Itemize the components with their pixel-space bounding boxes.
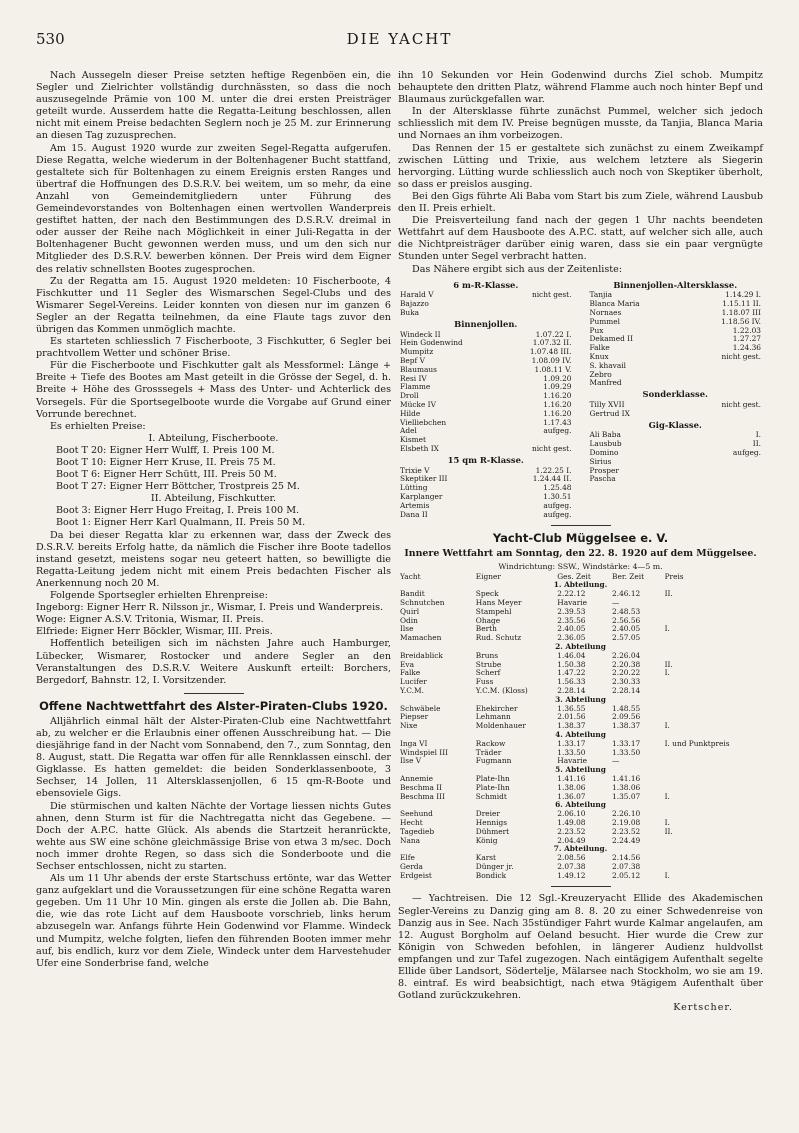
col-header: Eigner: [475, 571, 501, 581]
table-cell: Dünger jr.: [475, 861, 514, 871]
results-table: [398, 573, 763, 881]
club-title: Yacht-Club Müggelsee e. V.: [492, 531, 669, 546]
table-cell: 1.38.37: [557, 721, 586, 731]
table-cell: 2.39.53: [557, 606, 586, 616]
yacht-name: Zebro: [589, 369, 612, 379]
table-cell: Schwäbele: [400, 703, 441, 713]
table-cell: Annemie: [400, 773, 433, 783]
class-heading: Binnenjollen-Altersklasse.: [613, 279, 738, 290]
table-cell: II.: [664, 826, 673, 836]
divider: [551, 525, 611, 526]
list-item: [588, 379, 764, 388]
table-cell: 2.28.14: [612, 685, 641, 695]
table-cell: II.: [664, 589, 673, 599]
table-cell: [663, 608, 763, 617]
table-cell: Speck: [475, 589, 499, 599]
list-item: [588, 449, 764, 458]
table-cell: Odin: [400, 615, 418, 625]
table-cell: Y.C.M. (Kloss): [475, 685, 528, 695]
table-cell: II.: [664, 659, 673, 669]
table-cell: 2.23.52: [612, 826, 641, 836]
result-value: [684, 379, 763, 388]
table-cell: 2.14.56: [612, 853, 641, 863]
table-cell: Falke: [400, 668, 421, 678]
prize-line: Boot 1: Eigner Herr Karl Qualmann, II. Preis 50 M.: [56, 517, 306, 529]
table-cell: Lucifer: [400, 677, 427, 687]
yacht-name: Harald V: [400, 290, 434, 300]
result-value: aufgeg.: [543, 500, 572, 510]
paragraph: Am 15. August 1920 wurde zur zweiten Segel-Regatta aufgerufen. Diese Regatta, welche wiederum in der Boltenhagener Bucht stattfand, gestaltete sich für Boltenhagen zu einem Ereignis ersten Ranges und übertraf die Hoffnungen des D.S.R.V. bei weitem, um so mehr, da eine Anzahl von Gemeindemitgliedern unter Führung des Gemeindevorstandes von Boltenhagen einen wertvollen Wanderpreis gestiftet hatten, der nach den Bestimmungen des D.S.R.V. dreimal in oder ausser der Reihe nach Möglichkeit in einer Juli-Regatta in der Boltenhagener Bucht gewonnen werden muss, und um den sich nur Mitglieder des D.S.R.V. bewerben können. Der Preis wird dem Eigner des relativ schnellsten Bootes zugesprochen.: [36, 142, 391, 275]
wind-info: Windrichtung: SSW., Windstärke: 4—5 m.: [498, 561, 663, 571]
table-cell: Windspiel III: [400, 747, 449, 757]
yacht-name: Skeptiker III: [400, 474, 448, 484]
table-cell: [663, 678, 763, 687]
table-cell: 2.57.05: [612, 633, 641, 643]
yacht-name: Dekamed II: [589, 334, 633, 344]
table-cell: Rackow: [475, 738, 506, 748]
paragraph: Die Preisverteilung fand nach der gegen 1 Uhr nachts beendeten Wettfahrt auf dem Hausboote des A.P.C. statt, auf welcher sich alle, auch die Nichtpreisträger darüber einig waren, dass sie ein paar vergnügte Stunden unter Segel verbracht hatten.: [398, 215, 763, 263]
table-cell: [663, 837, 763, 846]
time-list-left: [398, 279, 574, 520]
yacht-name: Manfred: [589, 378, 622, 388]
result-value: 1.24.44 II.: [532, 474, 572, 484]
table-cell: Hans Meyer: [475, 597, 522, 607]
table-cell: [663, 863, 763, 872]
table-cell: 2.46.12: [612, 589, 641, 599]
paragraph: Das Rennen der 15 er gestaltete sich zunächst zu einem Zweikampf zwischen Lütting und Trixie, aus welchem letztere als Siegerin hervorging. Lütting wurde schliesslich auch noch von Skeptiker überholt, so dass er preislos ausging.: [398, 142, 763, 190]
yacht-name: Pummel: [589, 316, 620, 326]
table-cell: 2.01.56: [557, 712, 586, 722]
yacht-name: S. khavail: [589, 360, 626, 370]
table-cell: 2.20.22: [612, 668, 641, 678]
table-cell: 2.24.49: [612, 835, 641, 845]
table-cell: Berth: [475, 624, 497, 634]
result-value: nicht gest.: [721, 399, 761, 409]
class-heading: 15 qm R-Klasse.: [447, 454, 524, 465]
col-header: Ber. Zeit: [612, 571, 645, 581]
table-cell: 1.35.07: [612, 791, 641, 801]
paragraph: ihn 10 Sekunden vor Hein Godenwind durchs Ziel schob. Mumpitz behauptete den dritten Platz, während Flamme auch noch hinter Bepf und Blaumaus zurückgefallen war.: [398, 70, 763, 106]
table-cell: [663, 784, 763, 793]
paragraph: Folgende Sportsegler erhielten Ehrenpreise:: [50, 590, 268, 602]
table-cell: 2.30.33: [612, 677, 641, 687]
table-cell: [663, 687, 763, 696]
paragraph: Hoffentlich beteiligen sich im nächsten Jahre auch Hamburger, Lübecker, Wismarer, Rostocker und andere Segler an den Veranstaltungen des D.S.R.V. Weitere Auskunft erteilt: Borchers, Bergedorf, Bahnstr. 12, I. Vorsitzender.: [36, 638, 391, 686]
table-cell: 2.22.12: [557, 589, 586, 599]
result-value: 1.07.48 III.: [529, 347, 572, 357]
result-value: 1.22.03: [732, 325, 761, 335]
yacht-name: Adel: [400, 426, 417, 436]
yacht-name: Kismet: [400, 435, 427, 445]
table-cell: 2.04.49: [557, 835, 586, 845]
list-item: [398, 511, 574, 520]
result-value: [684, 371, 763, 380]
table-cell: [663, 854, 763, 863]
table-cell: I.: [664, 721, 670, 731]
division-title: 6. Abteilung: [555, 800, 606, 810]
table-cell: Erdgeist: [400, 870, 432, 880]
result-value: 1.24.36: [732, 343, 761, 353]
yacht-name: Gertrud IX: [589, 408, 630, 418]
yacht-name: Dana II: [400, 509, 428, 519]
table-cell: Ohage: [475, 615, 501, 625]
col-header: Yacht: [400, 571, 421, 581]
table-cell: König: [475, 835, 498, 845]
list-item: [588, 362, 764, 371]
result-value: 1.08.11 V.: [534, 364, 572, 374]
yacht-name: Karplanger: [400, 491, 443, 501]
paragraph: Da bei dieser Regatta klar zu erkennen war, dass der Zweck des D.S.R.V. bereits Erfolg hatte, da nämlich die Fischer ihre Boote tadellos instand gesetzt, meistens sogar neu geteert hatten, so bewilligte die Regatta-Leitung jedem nicht mit einem Preis bedachten Fischer als Anerkennung noch 20 M.: [36, 529, 391, 589]
col-header: Preis: [664, 571, 684, 581]
table-cell: 1.33.17: [612, 738, 641, 748]
result-value: 1.08.09 IV.: [531, 355, 572, 365]
result-value: 1.16.20: [543, 399, 572, 409]
table-cell: 1.38.06: [557, 782, 586, 792]
result-value: [479, 300, 573, 309]
yacht-name: Bepf V: [400, 355, 425, 365]
table-cell: Hennigs: [475, 817, 508, 827]
table-cell: Stampehl: [475, 606, 512, 616]
table-cell: 2.23.52: [557, 826, 586, 836]
table-cell: I.: [664, 668, 670, 678]
result-value: I.: [755, 430, 761, 440]
table-cell: 1.47.22: [557, 668, 586, 678]
prize-line: Boot T 6: Eigner Herr Schütt, III. Preis 50 M.: [56, 469, 277, 481]
yacht-name: Pux: [589, 325, 604, 335]
table-cell: Quirl: [400, 606, 420, 616]
table-cell: 1.48.55: [612, 703, 641, 713]
prize-line: Boot T 20: Eigner Herr Wulff, I. Preis 100 M.: [56, 444, 275, 456]
division-title: 3. Abteilung: [555, 694, 606, 704]
yacht-name: Nornaes: [589, 307, 622, 317]
yacht-name: Sirius: [589, 456, 612, 466]
yacht-name: Lütting: [400, 483, 428, 493]
result-value: aufgeg.: [543, 426, 572, 436]
table-cell: Inga VI: [400, 738, 428, 748]
table-cell: 1.38.06: [612, 782, 641, 792]
yacht-name: Trixie V: [400, 465, 430, 475]
table-cell: [663, 810, 763, 819]
honor-line: Ingeborg: Eigner Herr R. Nilsson jr., Wismar, I. Preis und Wanderpreis.: [36, 602, 384, 614]
honor-line: Woge: Eigner A.S.V. Tritonia, Wismar, II. Preis.: [36, 614, 264, 626]
list-item: [398, 300, 574, 309]
table-cell: 2.26.10: [612, 809, 641, 819]
signature: Kertscher.: [673, 1002, 733, 1014]
result-value: 1.18.07 III: [721, 307, 761, 317]
table-cell: I.: [664, 870, 670, 880]
table-cell: Schnutchen: [400, 597, 445, 607]
result-value: aufgeg.: [543, 509, 572, 519]
table-cell: —: [612, 597, 620, 607]
table-cell: 1.41.16: [557, 773, 586, 783]
yacht-name: Pascha: [589, 474, 616, 484]
table-cell: Bandit: [400, 589, 425, 599]
table-cell: Breidablick: [400, 650, 443, 660]
table-cell: Bondick: [475, 870, 507, 880]
yacht-name: Resi IV: [400, 373, 427, 383]
yacht-name: Hilde: [400, 408, 421, 418]
list-item: [588, 475, 764, 484]
yacht-name: Falke: [589, 343, 610, 353]
result-value: aufgeg.: [732, 447, 761, 457]
table-cell: 2.40.05: [612, 624, 641, 634]
paragraph: Für die Fischerboote und Fischkutter galt als Messformel: Länge + Breite + Tiefe des Bootes am Mast geteilt in die Grösse der Segel, d. h. Breite + Höhe des Grosssegels + Mass des Unter- und Achterlick des Vorsegels. Für die Sportsegelboote wurde die Vorgabe auf Grund einer Vorrunde berechnet.: [36, 360, 391, 420]
table-cell: Havarie: [557, 756, 587, 766]
paragraph: Alljährlich einmal hält der Alster-Piraten-Club eine Nachtwettfahrt ab, zu welcher er die Erlaubnis einer offenen Ausschreibung hat. — Die diesjährige fand in der Nacht vom Sonnabend, den 7., zum Sonntag, den 8. August, statt. Die Regatta war offen für alle Rennklassen einschl. der Gigklasse. Es hatten gemeldet: die beiden Sonderklassenboote, 3 Sechser, 14 Jollen, 11 Altersklassenjollen, 6 15 qm-R-Boote und ebensoviele Gigs.: [36, 715, 391, 800]
class-heading: Sonderklasse.: [642, 389, 708, 400]
result-value: 1.25.48: [543, 483, 572, 493]
table-cell: Plate-Ihn: [475, 782, 510, 792]
yacht-name: Lausbub: [589, 439, 622, 449]
section-subheading: I. Abteilung, Fischerboote.: [148, 432, 279, 444]
table-cell: 2.36.05: [557, 633, 586, 643]
yacht-name: Vielliebchen: [400, 417, 447, 427]
table-cell: I.: [664, 791, 670, 801]
col-header: Ges. Zeit: [557, 571, 591, 581]
table-cell: Ilse: [400, 624, 414, 634]
yacht-name: Artemis: [400, 500, 430, 510]
result-value: nicht gest.: [721, 351, 761, 361]
result-value: [479, 309, 573, 318]
table-cell: 2.05.12: [612, 870, 641, 880]
result-value: II.: [752, 439, 761, 449]
table-cell: Elfe: [400, 853, 415, 863]
left-column: [36, 70, 391, 970]
table-cell: 2.06.10: [557, 809, 586, 819]
table-cell: 1.36.07: [557, 791, 586, 801]
result-value: [680, 458, 763, 467]
class-heading: 6 m-R-Klasse.: [453, 279, 519, 290]
division-title: 7. Abteilung.: [553, 844, 608, 854]
paragraph: In der Altersklasse führte zunächst Pummel, welcher sich jedoch schliesslich mit dem IV. Preise begnügen musste, da Tanjia, Blanca Maria und Nornaes an ihm vorbeizogen.: [398, 106, 763, 142]
paragraph: — Yachtreisen. Die 12 Sgl.-Kreuzeryacht Ellide des Akademischen Segler-Vereins zu Danzig ging am 8. 8. 20 zu einer Schwedenreise von Danzig aus in See. Nach 35stündiger Fahrt wurde Kalmar angelaufen, am 12. August Borgholm auf Oeland besucht. Hier wurde die Crew zur Königin von Schweden befohlen, in längerer Audienz huldvollst empfangen und zur Tafel zugezogen. Nach eintägigem Aufenthalt segelte Ellide über Landsort, Södertelje, Mälarsee nach Stockholm, wo sie am 19. 8. eintraf. Es wird beabsichtigt, nach etwa 9tägigem Aufenthalt über Gotland zurückzukehren.: [398, 893, 763, 1002]
table-cell: 2.40.05: [557, 624, 586, 634]
table-cell: Rud. Schutz: [475, 633, 522, 643]
result-value: 1.14.29 I.: [725, 290, 761, 300]
result-value: [680, 467, 763, 476]
table-cell: Plate-Ihn: [475, 773, 510, 783]
table-cell: [663, 634, 763, 643]
table-cell: [663, 705, 763, 714]
article-heading: Offene Nachtwettfahrt des Alster-Piraten-Clubs 1920.: [39, 698, 388, 713]
time-list-right: [588, 279, 764, 520]
result-value: 1.22.25 I.: [535, 465, 572, 475]
result-value: 1.07.22 I.: [535, 329, 572, 339]
table-cell: 2.26.04: [612, 650, 641, 660]
class-heading: Binnenjollen.: [454, 318, 518, 329]
table-cell: 1.33.17: [557, 738, 586, 748]
yacht-name: Droll: [400, 391, 419, 401]
table-cell: 2.09.56: [612, 712, 641, 722]
result-value: 1.17.43: [543, 417, 572, 427]
yacht-name: Elsbeth IX: [400, 443, 439, 453]
table-cell: Ilse V: [400, 756, 422, 766]
table-cell: 2.19.08: [612, 817, 641, 827]
result-value: 1.18.56 IV.: [721, 316, 761, 326]
page-number: 530: [36, 30, 65, 48]
list-item: [398, 445, 574, 454]
right-column: [398, 70, 763, 1014]
yacht-name: Knux: [589, 351, 609, 361]
table-cell: Havarie: [557, 597, 587, 607]
time-lists: [398, 279, 763, 520]
table-cell: 1.33.50: [612, 747, 641, 757]
result-value: [676, 410, 763, 419]
class-heading: Gig-Klasse.: [648, 419, 702, 430]
table-cell: Y.C.M.: [400, 685, 424, 695]
table-cell: [663, 599, 763, 608]
table-cell: Tagedieb: [400, 826, 435, 836]
yacht-name: Bajazzo: [400, 299, 429, 309]
result-value: nicht gest.: [531, 290, 572, 300]
table-cell: Piepser: [400, 712, 429, 722]
result-value: 1.27.27: [732, 334, 761, 344]
yacht-name: Domino: [589, 447, 619, 457]
table-cell: I. und Punktpreis: [664, 738, 730, 748]
table-cell: Lehmann: [475, 712, 511, 722]
table-cell: Nana: [400, 835, 421, 845]
table-cell: [663, 713, 763, 722]
table-cell: Hecht: [400, 817, 423, 827]
table-cell: I.: [664, 817, 670, 827]
prize-line: Boot 3: Eigner Herr Hugo Freitag, I. Preis 100 M.: [56, 505, 300, 517]
table-cell: —: [612, 756, 620, 766]
paragraph: Als um 11 Uhr abends der erste Startschuss ertönte, war das Wetter ganz aufgeklart und die Voraussetzungen für eine schöne Regatta waren gegeben. Um 11 Uhr 10 Min. gingen als erste die Jollen ab. Die Bahn, die, wie das rote Licht auf dem Hausboote vorschrieb, links herum abzusegeln war. Anfangs führte Hein Godenwind vor Flamme. Windeck und Mumpitz, welche folgten, liefen den führenden Booten immer mehr auf, bis endlich, kurz vor dem Ziele, Windeck unter dem Harvestehuder Ufer eine Sonderbrise fand, welche: [36, 873, 391, 969]
table-cell: [663, 749, 763, 758]
result-value: 1.09.20: [543, 373, 572, 383]
table-cell: 2.35.56: [557, 615, 586, 625]
table-cell: Träder: [475, 747, 502, 757]
paragraph: Die stürmischen und kalten Nächte der Vortage liessen nichts Gutes ahnen, denn Sturm ist für die Nachtregatta nicht das Gegebene. — Doch der A.P.C. hatte Glück. Als abends die Startzeit heranrückte, wehte aus SW eine schöne gleichmässige Brise von etwa 3 m/sec. Doch noch immer drohte Regen, so dass sich die Sonderboote und die Sechser entschlossen, nicht zu starten.: [36, 800, 391, 872]
table-cell: [663, 775, 763, 784]
table-cell: Karst: [475, 853, 497, 863]
table-cell: 2.20.38: [612, 659, 641, 669]
yacht-name: Ali Baba: [589, 430, 621, 440]
result-value: [684, 362, 763, 371]
table-cell: 1.41.16: [612, 773, 641, 783]
yacht-name: Hein Godenwind: [400, 338, 463, 348]
paragraph: Das Nähere ergibt sich aus der Zeitenliste:: [412, 263, 623, 275]
table-cell: Ehekircher: [475, 703, 518, 713]
table-cell: 2.28.14: [557, 685, 586, 695]
yacht-name: Buka: [400, 307, 420, 317]
paragraph: Bei den Gigs führte Ali Baba vom Start bis zum Ziele, während Lausbub den II. Preis erhielt.: [398, 190, 763, 215]
list-item: [398, 309, 574, 318]
table-cell: 2.48.53: [612, 606, 641, 616]
prize-line: Boot T 27: Eigner Herr Böttcher, Trostpreis 25 M.: [56, 481, 300, 493]
table-cell: Eva: [400, 659, 414, 669]
table-cell: Strube: [475, 659, 502, 669]
paragraph: Nach Aussegeln dieser Preise setzten heftige Regenböen ein, die Segler und Zielrichter vollständig durchnässten, so dass die noch auszusegelnde Prämie von 100 M. unter die drei ersten Preisträger geteilt wurde. Ausserdem hatte die Regatta-Leitung beschlossen, allen nicht mit einem Preise bedachten Seglern noch je 25 M. zur Erinnerung an diesen Tag zuzusprechen.: [36, 70, 391, 142]
yacht-name: Blanca Maria: [589, 299, 640, 309]
table-cell: Nixe: [400, 721, 418, 731]
table-cell: Dühmert: [475, 826, 510, 836]
yacht-name: Mücke IV: [400, 399, 436, 409]
yacht-name: Mumpitz: [400, 347, 434, 357]
table-cell: [663, 757, 763, 766]
yacht-name: Tanjia: [589, 290, 613, 300]
result-value: 1.16.20: [543, 391, 572, 401]
table-cell: 2.56.56: [612, 615, 641, 625]
table-cell: 2.07.38: [612, 861, 641, 871]
result-value: 1.15.11 II.: [722, 299, 761, 309]
table-cell: Moldenhauer: [475, 721, 526, 731]
division-title: 2. Abteilung: [555, 641, 606, 651]
table-cell: I.: [664, 624, 670, 634]
yacht-name: Prosper: [589, 465, 619, 475]
club-subtitle: Innere Wettfahrt am Sonntag, den 22. 8. 1920 auf dem Müggelsee.: [404, 548, 757, 560]
table-cell: Fuss: [475, 677, 494, 687]
table-cell: Beschma II: [400, 782, 443, 792]
table-cell: 2.08.56: [557, 853, 586, 863]
table-cell: Mamachen: [400, 633, 442, 643]
table-cell: Beschma III: [400, 791, 446, 801]
table-cell: 1.50.38: [557, 659, 586, 669]
table-row: [398, 872, 763, 881]
yacht-name: Windeck II: [400, 329, 441, 339]
result-value: [680, 475, 763, 484]
table-cell: 1.38.37: [612, 721, 641, 731]
section-subheading: II. Abteilung, Fischkutter.: [150, 493, 277, 505]
result-value: 1.07.32 II.: [532, 338, 572, 348]
division-title: 4. Abteilung: [555, 729, 606, 739]
table-cell: 1.49.08: [557, 817, 586, 827]
table-cell: Seehund: [400, 809, 433, 819]
result-value: nicht gest.: [531, 443, 572, 453]
list-item: [588, 410, 764, 419]
table-cell: 1.36.55: [557, 703, 586, 713]
paragraph: Zu der Regatta am 15. August 1920 meldeten: 10 Fischerboote, 4 Fischkutter und 11 Segler des Wismarschen Segel-Clubs und des Wismarer Segel-Vereins. Leider konnten von diesen nur im ganzen 6 Segler an der Regatta teilnehmen, da eine Flaute tags zuvor den übrigen das Kommen unmöglich machte.: [36, 275, 391, 335]
result-value: 1.30.51: [543, 491, 572, 501]
table-cell: 1.49.12: [557, 870, 586, 880]
divider: [551, 886, 611, 887]
paragraph: Es starteten schliesslich 7 Fischerboote, 3 Fischkutter, 6 Segler bei prachtvollem Wetter und schöner Brise.: [36, 336, 391, 360]
table-cell: [663, 617, 763, 626]
table-cell: Gerda: [400, 861, 423, 871]
table-cell: Bruns: [475, 650, 499, 660]
paragraph: Es erhielten Preise:: [50, 420, 146, 432]
table-cell: 2.07.38: [557, 861, 586, 871]
yacht-name: Tilly XVII: [589, 399, 625, 409]
running-title: DIE YACHT: [346, 30, 453, 48]
division-title: 1. Abteilung.: [553, 580, 608, 590]
yacht-name: Flamme: [400, 382, 431, 392]
table-cell: Schmidt: [475, 791, 507, 801]
prize-line: Boot T 10: Eigner Herr Kruse, II. Preis 75 M.: [56, 457, 276, 468]
table-cell: Dreier: [475, 809, 500, 819]
table-cell: 1.33.50: [557, 747, 586, 757]
table-cell: Fugmann: [475, 756, 512, 766]
table-cell: [663, 652, 763, 661]
division-title: 5. Abteilung: [555, 765, 606, 775]
table-cell: Scherf: [475, 668, 501, 678]
result-value: 1.16.20: [543, 408, 572, 418]
table-cell: 1.56.33: [557, 677, 586, 687]
divider: [184, 693, 244, 694]
result-value: 1.09.29: [543, 382, 572, 392]
honor-line: Elfriede: Eigner Herr Böckler, Wismar, III. Preis.: [36, 626, 273, 638]
yacht-name: Blaumaus: [400, 364, 437, 374]
table-cell: 1.46.04: [557, 650, 586, 660]
